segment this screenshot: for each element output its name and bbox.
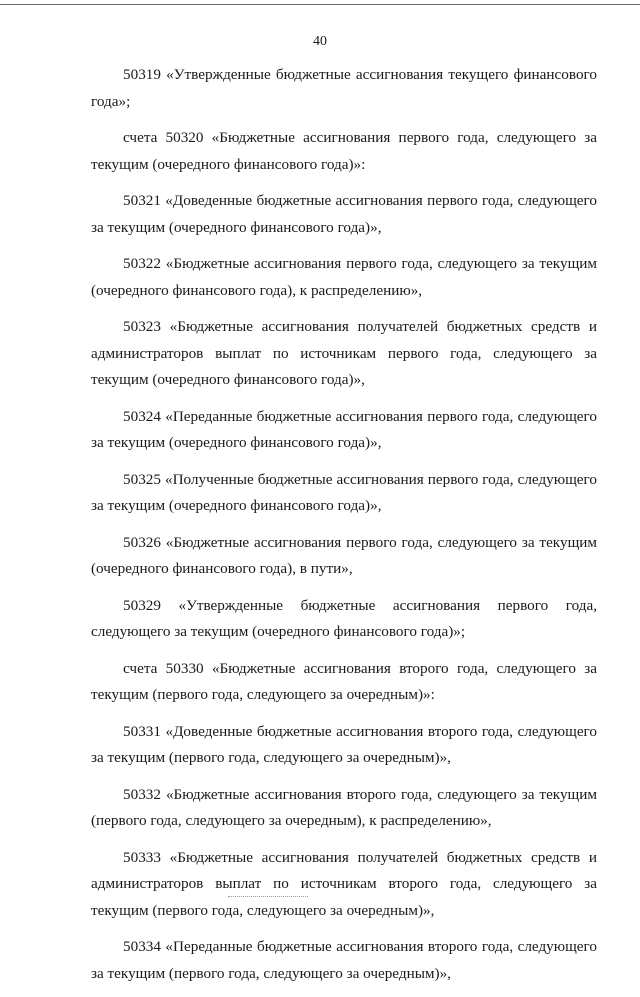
paragraph-50324: 50324 «Переданные бюджетные ассигнования первого года, следующего за текущим (очередного финансового года)», bbox=[91, 407, 597, 451]
paragraph-50332: 50332 «Бюджетные ассигнования второго года, следующего за текущим (первого года, следующего за очередным), к распределению», bbox=[91, 785, 597, 829]
document-body bbox=[91, 62, 597, 997]
paragraph-50319: 50319 «Утвержденные бюджетные ассигнования текущего финансового года»; bbox=[91, 66, 597, 110]
page-number: 40 bbox=[313, 34, 327, 49]
paragraph-50322: 50322 «Бюджетные ассигнования первого года, следующего за текущим (очередного финансового года), к распределению», bbox=[91, 255, 597, 299]
paragraph-50321: 50321 «Доведенные бюджетные ассигнования первого года, следующего за текущим (очередного финансового года)», bbox=[91, 192, 597, 236]
paragraph-50323: 50323 «Бюджетные ассигнования получателей бюджетных средств и администраторов выплат по источникам первого года, следующего за текущим (очередного финансового года)», bbox=[91, 318, 597, 388]
paragraph-50334: 50334 «Переданные бюджетные ассигнования второго года, следующего за текущим (первого года, следующего за очередным)», bbox=[91, 938, 597, 982]
paragraph-account-50330: счета 50330 «Бюджетные ассигнования второго года, следующего за текущим (первого года, следующего за очередным)»: bbox=[91, 659, 597, 703]
paragraph-account-50320: счета 50320 «Бюджетные ассигнования первого года, следующего за текущим (очередного финансового года)»: bbox=[91, 129, 597, 173]
paragraph-50333: 50333 «Бюджетные ассигнования получателей бюджетных средств и администраторов выплат по источникам второго года, следующего за текущим (первого года, следующего за очередным)», bbox=[91, 848, 597, 919]
paragraph-50325: 50325 «Полученные бюджетные ассигнования первого года, следующего за текущим (очередного финансового года)», bbox=[91, 470, 597, 514]
paragraph-50329: 50329 «Утвержденные бюджетные ассигнования первого года, следующего за текущим (очередного финансового года)»; bbox=[91, 596, 597, 640]
scan-top-edge bbox=[0, 0, 640, 5]
scan-bottom-artifact bbox=[228, 896, 308, 899]
paragraph-50326: 50326 «Бюджетные ассигнования первого года, следующего за текущим (очередного финансового года), в пути», bbox=[91, 533, 597, 577]
paragraph-50331: 50331 «Доведенные бюджетные ассигнования второго года, следующего за текущим (первого года, следующего за очередным)», bbox=[91, 722, 597, 766]
